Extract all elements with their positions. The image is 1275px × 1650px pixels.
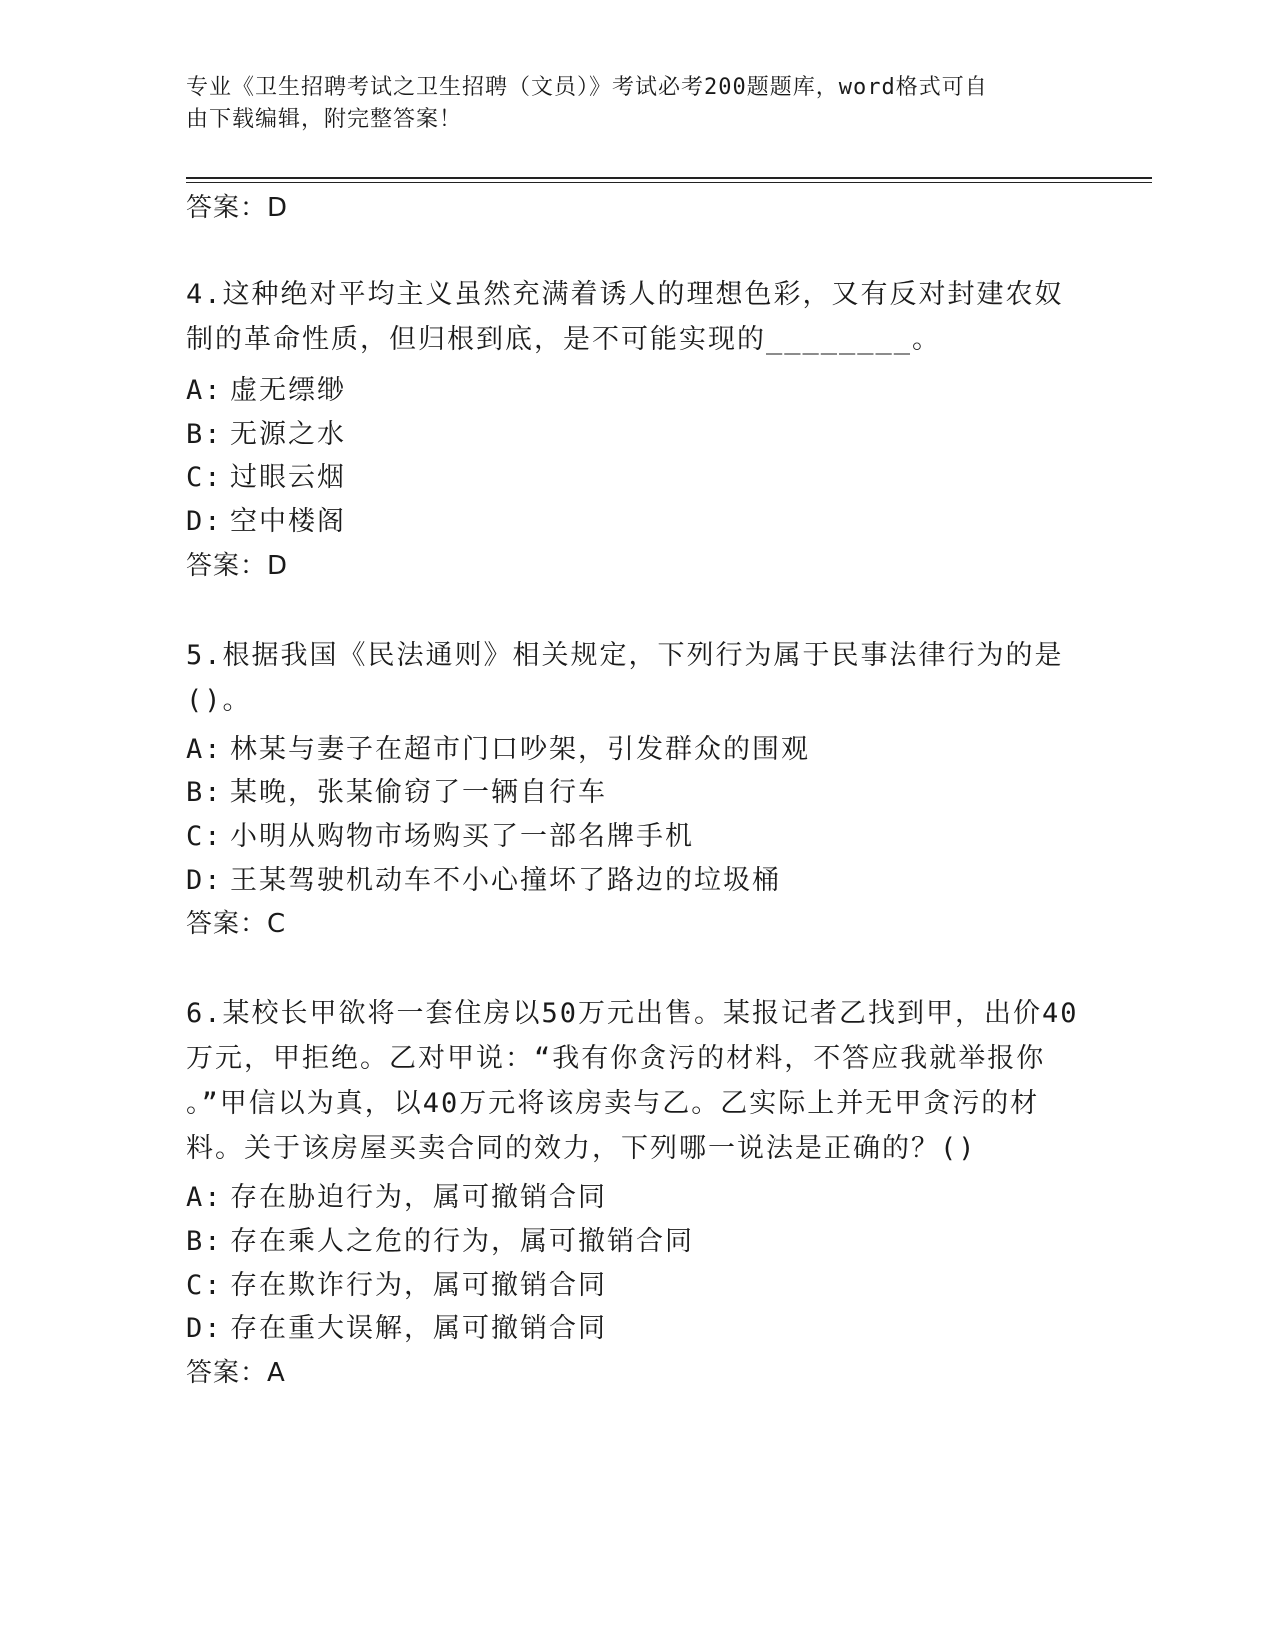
question-6-stem-line-4: 料。关于该房屋买卖合同的效力，下列哪一说法是正确的？() — [186, 1133, 977, 1164]
question-4-option-b — [186, 415, 1086, 455]
option-letter: C: — [186, 462, 223, 493]
option-letter: D: — [186, 1313, 223, 1344]
option-text: 无源之水 — [230, 419, 346, 450]
question-6-stem-line-3: 。”甲信以为真，以40万元将该房卖与乙。乙实际上并无甲贪污的材 — [186, 1088, 1040, 1119]
question-6-option-b — [186, 1222, 1086, 1262]
question-6-stem — [186, 991, 1086, 1171]
question-5-option-c — [186, 817, 1086, 857]
option-letter: B: — [186, 1226, 223, 1257]
question-4-stem-line-1: 4.这种绝对平均主义虽然充满着诱人的理想色彩，又有反对封建农奴 — [186, 279, 1064, 310]
option-text: 存在欺诈行为，属可撤销合同 — [230, 1270, 607, 1301]
answer-q3: 答案：D — [186, 193, 289, 223]
answer-q4: 答案：D — [186, 551, 289, 581]
question-4-stem-line-2: 制的革命性质，但归根到底，是不可能实现的________。 — [186, 324, 942, 355]
option-letter: A: — [186, 1182, 223, 1213]
option-text: 小明从购物市场购买了一部名牌手机 — [230, 821, 694, 852]
question-6-stem-line-2: 万元，甲拒绝。乙对甲说：“我有你贪污的材料，不答应我就举报你 — [186, 1043, 1046, 1074]
question-5-stem — [186, 633, 1086, 723]
answer-q5: 答案：C — [186, 909, 287, 939]
question-4-option-a — [186, 371, 1086, 411]
question-4-option-d — [186, 502, 1086, 542]
option-text: 某晚，张某偷窃了一辆自行车 — [230, 777, 607, 808]
option-letter: A: — [186, 375, 223, 406]
question-5-stem-line-2: ()。 — [186, 685, 252, 716]
option-text: 王某驾驶机动车不小心撞坏了路边的垃圾桶 — [230, 865, 781, 896]
option-letter: D: — [186, 865, 223, 896]
option-text: 林某与妻子在超市门口吵架，引发群众的围观 — [230, 734, 810, 765]
header-line-2: 由下载编辑，附完整答案！ — [186, 107, 463, 132]
question-6-option-d — [186, 1309, 1086, 1349]
option-letter: C: — [186, 821, 223, 852]
header-divider-thin — [186, 182, 1152, 183]
question-5-option-a — [186, 730, 1086, 770]
question-5-stem-line-1: 5.根据我国《民法通则》相关规定，下列行为属于民事法律行为的是 — [186, 640, 1064, 671]
option-text: 存在重大误解，属可撤销合同 — [230, 1313, 607, 1344]
option-letter: C: — [186, 1270, 223, 1301]
question-5-option-b — [186, 773, 1086, 813]
option-text: 虚无缥缈 — [230, 375, 346, 406]
question-5-option-d — [186, 861, 1086, 901]
question-4-option-c — [186, 458, 1086, 498]
option-letter: D: — [186, 506, 223, 537]
option-text: 存在胁迫行为，属可撤销合同 — [230, 1182, 607, 1213]
option-text: 存在乘人之危的行为，属可撤销合同 — [230, 1226, 694, 1257]
header-line-1: 专业《卫生招聘考试之卫生招聘（文员）》考试必考200题题库，word格式可自 — [186, 75, 988, 100]
question-6-option-a — [186, 1178, 1086, 1218]
document-header — [186, 72, 1066, 136]
option-letter: B: — [186, 777, 223, 808]
option-text: 过眼云烟 — [230, 462, 346, 493]
question-4-stem — [186, 272, 1086, 362]
option-text: 空中楼阁 — [230, 506, 346, 537]
question-6-stem-line-1: 6.某校长甲欲将一套住房以50万元出售。某报记者乙找到甲，出价40 — [186, 998, 1079, 1029]
answer-q6: 答案：A — [186, 1358, 286, 1388]
header-divider-thick — [186, 177, 1152, 179]
option-letter: B: — [186, 419, 223, 450]
option-letter: A: — [186, 734, 223, 765]
question-6-option-c — [186, 1266, 1086, 1306]
